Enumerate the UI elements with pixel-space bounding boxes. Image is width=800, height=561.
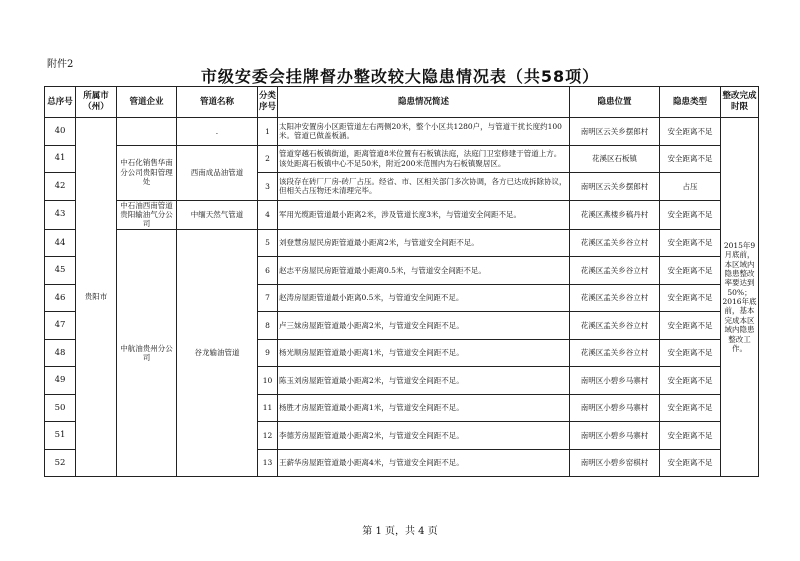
row-total-no: 48 (45, 339, 76, 367)
company-cell: 中石油西南管道贵阳输油气分公司 (117, 200, 177, 229)
row-description: 李德芳房屋距管道最小距离2米，与管道安全间距不足。 (278, 422, 570, 450)
row-total-no: 41 (45, 145, 76, 173)
row-description: 军用光缆距管道最小距离2米，涉及管道长度3米，与管道安全间距不足。 (278, 200, 570, 229)
row-cat-no: 6 (258, 257, 278, 285)
row-type: 安全距离不足 (660, 339, 721, 367)
row-cat-no: 11 (258, 394, 278, 422)
pipeline-cell: . (177, 118, 258, 146)
row-cat-no: 1 (258, 118, 278, 146)
row-total-no: 45 (45, 257, 76, 285)
row-cat-no: 9 (258, 339, 278, 367)
city-cell: 贵阳市 (76, 118, 117, 477)
row-cat-no: 12 (258, 422, 278, 450)
row-type: 安全距离不足 (660, 284, 721, 312)
row-type: 安全距离不足 (660, 200, 721, 229)
row-description: 赵涛房屋距管道最小距离0.5米，与管道安全间距不足。 (278, 284, 570, 312)
row-location: 花溪区孟关乡谷立村 (570, 257, 660, 285)
row-type: 安全距离不足 (660, 394, 721, 422)
row-type: 安全距离不足 (660, 257, 721, 285)
row-cat-no: 4 (258, 200, 278, 229)
attachment-label: 附件2 (47, 59, 74, 70)
row-type: 安全距离不足 (660, 367, 721, 395)
row-cat-no: 13 (258, 449, 278, 477)
row-total-no: 50 (45, 394, 76, 422)
row-description: 赵志平房屋民房距管道最小距离0.5米，与管道安全间距不足。 (278, 257, 570, 285)
row-total-no: 51 (45, 422, 76, 450)
row-cat-no: 2 (258, 145, 278, 173)
row-cat-no: 3 (258, 173, 278, 201)
row-type: 安全距离不足 (660, 118, 721, 146)
pipeline-cell: 谷龙输油管道 (177, 229, 258, 477)
row-location: 花溪区孟关乡谷立村 (570, 284, 660, 312)
row-description: 太阳冲安置房小区距管道左右两侧20米，整个小区共1280户，与管道干扰长度约100米。管道已做盖板涵。 (278, 118, 570, 146)
row-type: 安全距离不足 (660, 422, 721, 450)
row-total-no: 42 (45, 173, 76, 201)
row-location: 南明区云关乡摆郎村 (570, 118, 660, 146)
row-cat-no: 8 (258, 312, 278, 340)
row-description: 管道穿越石板镇街道，距离管道8米位置有石板镇法庭，法庭门卫室修建于管道上方。该处距离石板镇中心不足50米，附近200米范围内为石板镇聚居区。 (278, 145, 570, 173)
row-cat-no: 7 (258, 284, 278, 312)
row-description: 杨胜才房屋距管道最小距离1米，与管道安全间距不足。 (278, 394, 570, 422)
table-row (45, 200, 759, 229)
row-total-no: 46 (45, 284, 76, 312)
header-total-no: 总序号 (45, 87, 76, 118)
row-type: 安全距离不足 (660, 145, 721, 173)
row-total-no: 49 (45, 367, 76, 395)
row-total-no: 44 (45, 229, 76, 257)
row-location: 南明区小碧乡窑棋村 (570, 449, 660, 477)
table-row (45, 145, 759, 173)
row-location: 花溪区孟关乡谷立村 (570, 312, 660, 340)
row-location: 花溪区孟关乡谷立村 (570, 339, 660, 367)
company-cell (117, 118, 177, 146)
row-cat-no: 10 (258, 367, 278, 395)
header-company: 管道企业 (117, 87, 177, 118)
row-total-no: 47 (45, 312, 76, 340)
header-cat-no: 分类序号 (258, 87, 278, 118)
company-cell: 中石化销售华南分公司贵阳管理处 (117, 145, 177, 200)
header-deadline: 整改完成时限 (721, 87, 759, 118)
header-location: 隐患位置 (570, 87, 660, 118)
row-type: 占压 (660, 173, 721, 201)
company-cell: 中航油贵州分公司 (117, 229, 177, 477)
row-location: 花溪区石板镇 (570, 145, 660, 173)
row-total-no: 52 (45, 449, 76, 477)
table-row (45, 118, 759, 146)
row-cat-no: 5 (258, 229, 278, 257)
table-row (45, 229, 759, 257)
deadline-cell: 2015年9月底前，本区域内隐患整改率要达到50%；2016年底前，基本完成本区域内隐患整改工作。 (721, 118, 759, 477)
page-footer: 第 1 页，共 4 页 (362, 526, 438, 537)
row-location: 花溪区孟关乡谷立村 (570, 229, 660, 257)
row-total-no: 40 (45, 118, 76, 146)
header-pipeline: 管道名称 (177, 87, 258, 118)
row-location: 南明区云关乡摆郎村 (570, 173, 660, 201)
row-location: 南明区小碧乡马寨村 (570, 394, 660, 422)
row-description: 刘登慧房屋民房距管道最小距离2米，与管道安全间距不足。 (278, 229, 570, 257)
hazard-table (44, 86, 759, 477)
header-city: 所属市（州） (76, 87, 117, 118)
row-total-no: 43 (45, 200, 76, 229)
header-type: 隐患类型 (660, 87, 721, 118)
row-description: 杨光顺房屋距管道最小距离1米，与管道安全间距不足。 (278, 339, 570, 367)
row-type: 安全距离不足 (660, 312, 721, 340)
header-description: 隐患情况简述 (278, 87, 570, 118)
page-title: 市级安委会挂牌督办整改较大隐患情况表（共58项） (200, 67, 600, 86)
row-location: 花溪区燕楼乡稿丹村 (570, 200, 660, 229)
pipeline-cell: 中缅天然气管道 (177, 200, 258, 229)
table-header-row (45, 87, 759, 118)
row-description: 该段存在砖厂厂房-砖厂占压。经省、市、区相关部门多次协调，各方已达成拆除协议，但相关占压物还未清理完毕。 (278, 173, 570, 201)
row-location: 南明区小碧乡马寨村 (570, 422, 660, 450)
pipeline-cell: 西南成品油管道 (177, 145, 258, 200)
row-description: 陈玉刘房屋距管道最小距离2米，与管道安全间距不足。 (278, 367, 570, 395)
row-type: 安全距离不足 (660, 449, 721, 477)
row-location: 南明区小碧乡马寨村 (570, 367, 660, 395)
row-type: 安全距离不足 (660, 229, 721, 257)
row-description: 王薪华房屋距管道最小距离4米，与管道安全间距不足。 (278, 449, 570, 477)
row-description: 卢三妹房屋距管道最小距离2米，与管道安全间距不足。 (278, 312, 570, 340)
